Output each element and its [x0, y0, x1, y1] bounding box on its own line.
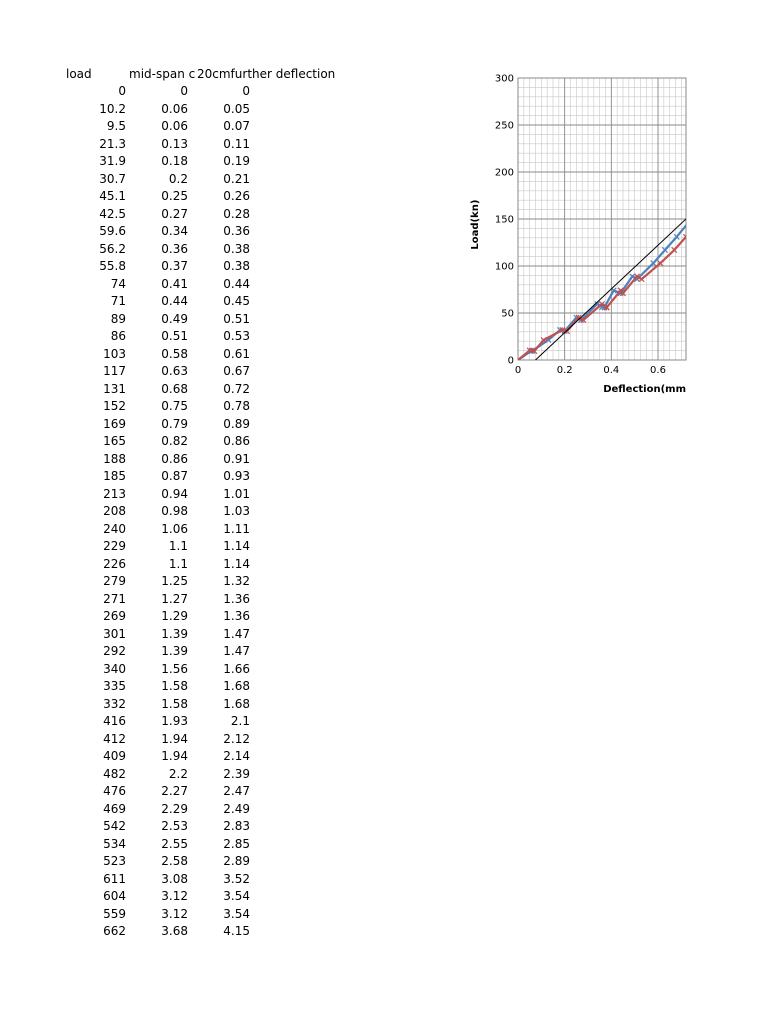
mid-span-cell: 1.25 — [161, 574, 188, 588]
further-deflection-cell: 0.91 — [223, 451, 250, 466]
x-axis-title: Deflection(mm — [603, 384, 686, 395]
further-deflection-cell: 0.36 — [223, 224, 250, 238]
further-deflection-cell: 0.05 — [223, 101, 250, 116]
mid-span-cell: 1.1 — [168, 539, 188, 553]
table-row — [0, 258, 260, 276]
load-cell: 165 — [103, 434, 126, 448]
table-row — [0, 766, 260, 784]
table-row — [0, 398, 260, 416]
further-deflection-cell: 2.47 — [223, 784, 250, 798]
mid-span-cell: 1.94 — [161, 749, 188, 763]
load-cell: 523 — [103, 854, 126, 868]
load-cell: 30.7 — [99, 171, 126, 186]
table-row — [0, 626, 260, 644]
table-row — [0, 661, 260, 679]
table-row — [0, 101, 260, 119]
mid-span-cell: 0.86 — [161, 451, 188, 466]
load-cell: 185 — [103, 469, 126, 483]
load-cell: 412 — [103, 731, 126, 746]
table-row — [0, 503, 260, 521]
table-row — [0, 836, 260, 854]
mid-span-cell: 1.58 — [161, 679, 188, 693]
mid-span-cell: 0.25 — [161, 189, 188, 203]
further-deflection-cell: 0.19 — [223, 154, 250, 168]
mid-span-cell: 1.39 — [161, 626, 188, 641]
y-tick-label: 0 — [507, 355, 514, 367]
load-cell: 229 — [103, 539, 126, 553]
data-point — [658, 261, 663, 266]
load-cell: 340 — [103, 661, 126, 676]
table-row — [0, 521, 260, 539]
y-tick-label: 100 — [494, 261, 514, 273]
mid-span-cell: 0.06 — [161, 101, 188, 116]
table-row — [0, 311, 260, 329]
load-cell: 0 — [118, 84, 126, 98]
further-deflection-cell: 1.01 — [223, 486, 250, 501]
table-row — [0, 223, 260, 241]
load-cell: 131 — [103, 381, 126, 396]
further-deflection-cell: 4.15 — [223, 924, 250, 938]
table-row — [0, 678, 260, 696]
table-row — [0, 118, 260, 136]
further-deflection-cell: 1.68 — [223, 696, 250, 711]
table-row — [0, 346, 260, 364]
mid-span-cell: 2.58 — [161, 854, 188, 868]
mid-span-cell: 2.27 — [161, 784, 188, 798]
load-cell: 301 — [103, 626, 126, 641]
further-deflection-cell: 0.78 — [223, 399, 250, 413]
mid-span-cell: 0.13 — [161, 136, 188, 151]
header-further-deflection: 20cmfurther deflection — [197, 67, 336, 81]
further-deflection-cell: 2.12 — [223, 731, 250, 746]
table-row — [0, 153, 260, 171]
further-deflection-cell: 0.38 — [223, 259, 250, 273]
mid-span-cell: 3.08 — [161, 871, 188, 886]
data-point — [690, 215, 695, 220]
load-cell: 662 — [103, 924, 126, 938]
further-deflection-cell: 2.1 — [230, 714, 250, 728]
mid-span-cell: 3.68 — [161, 924, 188, 938]
table-row — [0, 433, 260, 451]
table-row — [0, 486, 260, 504]
mid-span-cell: 0.37 — [161, 259, 188, 273]
further-deflection-cell: 1.36 — [223, 591, 250, 606]
mid-span-cell: 2.2 — [168, 766, 188, 781]
mid-span-cell: 1.58 — [161, 696, 188, 711]
table-row — [0, 783, 260, 801]
y-tick-label: 200 — [494, 167, 514, 179]
load-cell: 476 — [103, 784, 126, 798]
table-row — [0, 923, 260, 941]
load-cell: 559 — [103, 906, 126, 921]
table-row — [0, 276, 260, 294]
load-cell: 31.9 — [99, 154, 126, 168]
load-cell: 604 — [103, 889, 126, 903]
y-tick-label: 150 — [494, 214, 514, 226]
table-row — [0, 363, 260, 381]
x-tick-label: 0.6 — [650, 365, 666, 376]
mid-span-cell: 0.75 — [161, 399, 188, 413]
table-row — [0, 853, 260, 871]
mid-span-cell: 3.12 — [161, 906, 188, 921]
mid-span-cell: 3.12 — [161, 889, 188, 903]
further-deflection-cell: 1.66 — [223, 661, 250, 676]
further-deflection-cell: 0.45 — [223, 294, 250, 308]
further-deflection-cell: 1.47 — [223, 626, 250, 641]
table-row — [0, 171, 260, 189]
load-cell: 208 — [103, 504, 126, 518]
table-row — [0, 381, 260, 399]
data-point — [662, 247, 667, 252]
further-deflection-cell: 2.83 — [223, 819, 250, 833]
data-point — [697, 215, 700, 220]
further-deflection-cell: 1.14 — [223, 556, 250, 571]
table-row — [0, 538, 260, 556]
table-row — [0, 206, 260, 224]
further-deflection-cell: 0.21 — [223, 171, 250, 186]
load-cell: 279 — [103, 574, 126, 588]
further-deflection-cell: 0.26 — [223, 189, 250, 203]
table-row — [0, 328, 260, 346]
further-deflection-cell: 0.93 — [223, 469, 250, 483]
mid-span-cell: 0.41 — [161, 276, 188, 291]
table-row — [0, 871, 260, 889]
mid-span-cell: 1.39 — [161, 644, 188, 658]
data-point — [674, 234, 679, 239]
mid-span-cell: 1.29 — [161, 609, 188, 623]
mid-span-cell: 0.51 — [161, 329, 188, 343]
table-row — [0, 608, 260, 626]
table-row — [0, 293, 260, 311]
mid-span-cell: 0.44 — [161, 294, 188, 308]
header-load: load — [66, 67, 92, 81]
y-axis-title: Load(kn) — [470, 199, 481, 250]
table-row — [0, 83, 260, 101]
data-table — [0, 83, 260, 941]
load-cell: 10.2 — [99, 101, 126, 116]
load-cell: 56.2 — [99, 241, 126, 256]
load-cell: 240 — [103, 521, 126, 536]
further-deflection-cell: 1.14 — [223, 539, 250, 553]
load-cell: 226 — [103, 556, 126, 571]
mid-span-cell: 1.94 — [161, 731, 188, 746]
mid-span-cell: 0.63 — [161, 364, 188, 378]
load-cell: 332 — [103, 696, 126, 711]
mid-span-cell: 0.2 — [168, 171, 188, 186]
load-cell: 482 — [103, 766, 126, 781]
table-row — [0, 801, 260, 819]
mid-span-cell: 1.27 — [161, 591, 188, 606]
load-cell: 103 — [103, 346, 126, 361]
y-tick-label: 50 — [501, 308, 514, 320]
further-deflection-cell: 2.85 — [223, 836, 250, 851]
table-row — [0, 468, 260, 486]
x-tick-label: 0.4 — [603, 365, 620, 376]
further-deflection-cell: 2.49 — [223, 801, 250, 816]
table-row — [0, 136, 260, 154]
load-cell: 416 — [103, 714, 126, 728]
load-cell: 59.6 — [99, 224, 126, 238]
load-cell: 542 — [103, 819, 126, 833]
load-cell: 409 — [103, 749, 126, 763]
further-deflection-cell: 0.67 — [223, 364, 250, 378]
table-row — [0, 241, 260, 259]
load-cell: 89 — [110, 311, 126, 326]
further-deflection-cell: 0.89 — [223, 416, 250, 431]
further-deflection-cell: 2.39 — [223, 766, 250, 781]
load-deflection-chart — [460, 66, 700, 406]
mid-span-cell: 0.94 — [161, 486, 188, 501]
table-row — [0, 731, 260, 749]
table-row — [0, 573, 260, 591]
mid-span-cell: 0.68 — [161, 381, 188, 396]
further-deflection-cell: 0.38 — [223, 241, 250, 256]
further-deflection-cell: 2.14 — [223, 749, 250, 763]
table-row — [0, 906, 260, 924]
further-deflection-cell: 1.11 — [223, 521, 250, 536]
further-deflection-cell: 0.53 — [223, 329, 250, 343]
mid-span-cell: 0.58 — [161, 346, 188, 361]
further-deflection-cell: 3.54 — [223, 906, 250, 921]
mid-span-cell: 2.55 — [161, 836, 188, 851]
load-cell: 271 — [103, 591, 126, 606]
further-deflection-cell: 0.61 — [223, 346, 250, 361]
mid-span-cell: 2.53 — [161, 819, 188, 833]
mid-span-cell: 0.34 — [161, 224, 188, 238]
load-cell: 21.3 — [99, 136, 126, 151]
further-deflection-cell: 1.68 — [223, 679, 250, 693]
load-cell: 117 — [103, 364, 126, 378]
further-deflection-cell: 0.72 — [223, 381, 250, 396]
table-row — [0, 451, 260, 469]
further-deflection-cell: 1.47 — [223, 644, 250, 658]
load-cell: 55.8 — [99, 259, 126, 273]
load-cell: 86 — [110, 329, 126, 343]
mid-span-cell: 0.98 — [161, 504, 188, 518]
table-row — [0, 888, 260, 906]
y-tick-label: 300 — [494, 73, 514, 85]
load-cell: 152 — [103, 399, 126, 413]
load-cell: 534 — [103, 836, 126, 851]
load-cell: 611 — [103, 871, 126, 886]
further-deflection-cell: 3.52 — [223, 871, 250, 886]
load-cell: 188 — [103, 451, 126, 466]
load-cell: 269 — [103, 609, 126, 623]
further-deflection-cell: 1.36 — [223, 609, 250, 623]
load-cell: 213 — [103, 486, 126, 501]
table-row — [0, 591, 260, 609]
mid-span-cell: 0.36 — [161, 241, 188, 256]
mid-span-cell: 0.27 — [161, 206, 188, 221]
mid-span-cell: 0.06 — [161, 119, 188, 133]
mid-span-cell: 0.82 — [161, 434, 188, 448]
load-cell: 9.5 — [106, 119, 126, 133]
table-row — [0, 556, 260, 574]
data-point — [672, 247, 677, 252]
header-mid-span: mid-span c — [129, 67, 196, 81]
table-row — [0, 818, 260, 836]
mid-span-cell: 0 — [180, 84, 188, 98]
mid-span-cell: 0.49 — [161, 311, 188, 326]
mid-span-cell: 0.87 — [161, 469, 188, 483]
further-deflection-cell: 0.11 — [223, 136, 250, 151]
load-cell: 469 — [103, 801, 126, 816]
further-deflection-cell: 1.32 — [223, 574, 250, 588]
reference-line — [536, 219, 687, 360]
table-row — [0, 696, 260, 714]
load-cell: 42.5 — [99, 206, 126, 221]
further-deflection-cell: 0.44 — [223, 276, 250, 291]
further-deflection-cell: 0.86 — [223, 434, 250, 448]
table-row — [0, 748, 260, 766]
load-cell: 292 — [103, 644, 126, 658]
mid-span-cell: 0.79 — [161, 416, 188, 431]
mid-span-cell: 1.06 — [161, 521, 188, 536]
mid-span-cell: 1.56 — [161, 661, 188, 676]
table-row — [0, 643, 260, 661]
mid-span-cell: 1.1 — [168, 556, 188, 571]
data-point — [651, 261, 656, 266]
further-deflection-cell: 0 — [242, 84, 250, 98]
mid-span-cell: 0.18 — [161, 154, 188, 168]
table-row — [0, 713, 260, 731]
further-deflection-cell: 0.07 — [223, 119, 250, 133]
further-deflection-cell: 2.89 — [223, 854, 250, 868]
load-cell: 45.1 — [99, 189, 126, 203]
table-row — [0, 188, 260, 206]
table-row — [0, 416, 260, 434]
x-tick-label: 0 — [514, 365, 522, 376]
further-deflection-cell: 0.51 — [223, 311, 250, 326]
x-tick-label: 0.2 — [556, 365, 573, 376]
mid-span-cell: 2.29 — [161, 801, 188, 816]
further-deflection-cell: 0.28 — [223, 206, 250, 221]
load-cell: 71 — [110, 294, 126, 308]
load-cell: 169 — [103, 416, 126, 431]
mid-span-cell: 1.93 — [161, 714, 188, 728]
load-cell: 335 — [103, 679, 126, 693]
y-tick-label: 250 — [494, 120, 514, 132]
further-deflection-cell: 3.54 — [223, 889, 250, 903]
further-deflection-cell: 1.03 — [223, 504, 250, 518]
load-cell: 74 — [110, 276, 126, 291]
